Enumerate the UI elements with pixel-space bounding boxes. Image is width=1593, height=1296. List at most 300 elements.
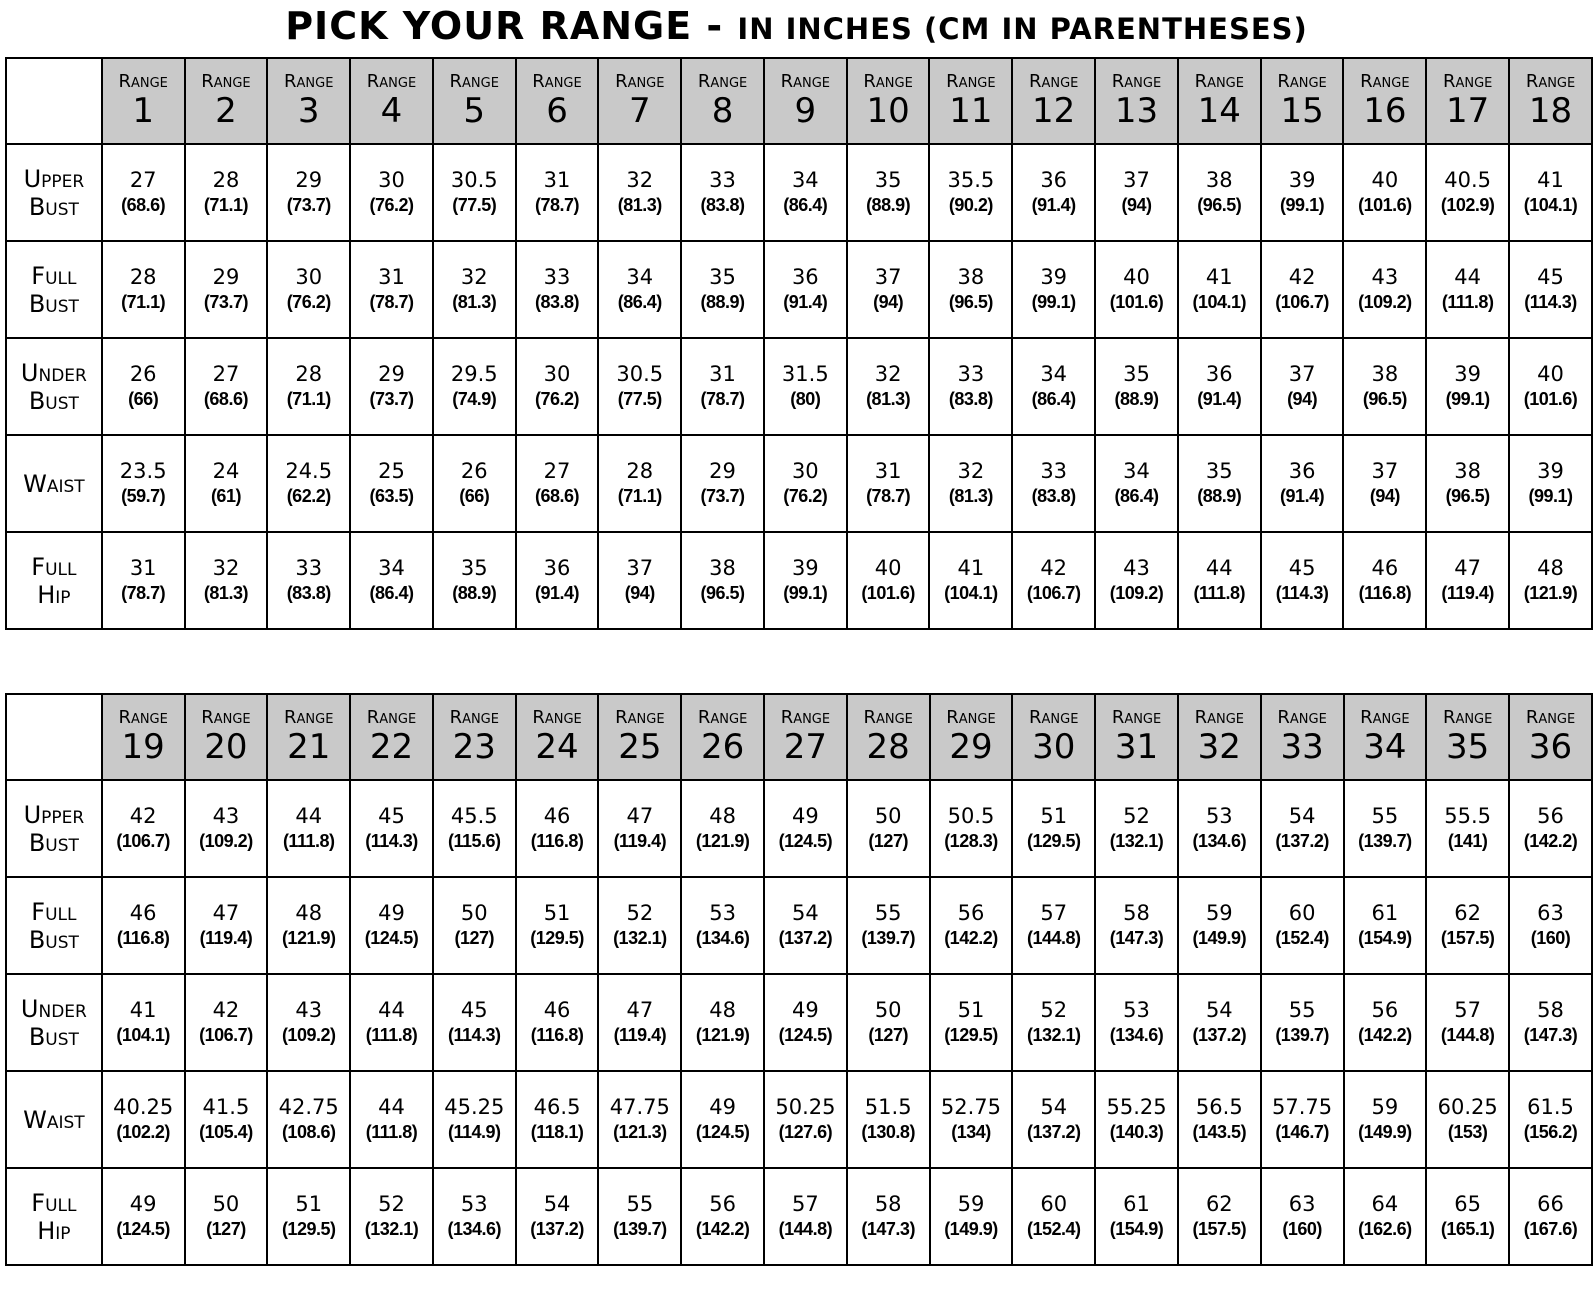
value-cm: (162.6) (1358, 1219, 1412, 1239)
value-inches: 35 (1205, 459, 1233, 483)
measurement-cell (516, 1168, 599, 1265)
value-cm: (132.1) (613, 928, 667, 948)
value-cm: (132.1) (1109, 831, 1164, 851)
measurement-label-line1: Under (20, 994, 87, 1023)
value-cm: (86.4) (369, 583, 414, 603)
range-header-label: Range (366, 707, 417, 728)
value-cm: (96.5) (948, 292, 993, 312)
measurement-label-line2: Hip (37, 1216, 71, 1245)
value-cm: (154.9) (1109, 1219, 1164, 1239)
measurement-cell (1178, 435, 1261, 532)
value-inches: 38 (957, 265, 985, 289)
value-cm: (106.7) (1275, 292, 1329, 312)
measurement-cell (930, 974, 1013, 1071)
measurement-cell (516, 780, 599, 877)
value-inches: 46.5 (533, 1095, 581, 1119)
value-inches: 49 (792, 804, 819, 828)
measurement-cell (1509, 780, 1592, 877)
measurement-cell (1178, 877, 1261, 974)
measurement-cell (929, 532, 1012, 629)
value-cm: (153) (1447, 1122, 1488, 1142)
range-number: 36 (1528, 727, 1573, 767)
value-cm: (71.1) (121, 292, 166, 312)
value-inches: 33 (295, 556, 323, 580)
value-inches: 48 (1537, 556, 1564, 580)
range-number: 5 (463, 91, 486, 131)
value-cm: (88.9) (700, 292, 745, 312)
value-inches: 56 (1537, 804, 1564, 828)
measurement-cell (1012, 532, 1095, 629)
measurement-label (6, 241, 102, 338)
value-inches: 62 (1454, 901, 1482, 925)
value-cm: (129.5) (281, 1219, 336, 1239)
measurement-cell (1261, 338, 1344, 435)
value-inches: 38 (1371, 362, 1399, 386)
measurement-cell (1261, 780, 1344, 877)
measurement-cell (516, 241, 599, 338)
size-chart-ranges-1-18 (5, 57, 1593, 630)
value-cm: (116.8) (116, 928, 170, 948)
value-cm: (147.3) (1523, 1025, 1578, 1045)
value-cm: (152.4) (1026, 1219, 1081, 1239)
value-cm: (90.2) (948, 195, 993, 215)
measurement-cell (185, 877, 268, 974)
measurement-cell (598, 338, 681, 435)
value-cm: (140.3) (1109, 1122, 1164, 1142)
measurement-cell (929, 338, 1012, 435)
measurement-cell (1095, 780, 1178, 877)
table-row (6, 435, 1592, 532)
range-number: 10 (866, 91, 910, 131)
measurement-cell (1012, 241, 1095, 338)
value-cm: (134.6) (447, 1219, 502, 1239)
value-cm: (127) (868, 1025, 908, 1045)
measurement-cell (1343, 338, 1426, 435)
range-header (1261, 58, 1344, 144)
range-number: 6 (546, 91, 568, 131)
value-inches: 27 (212, 362, 240, 386)
value-inches: 54 (792, 901, 819, 925)
value-inches: 54 (1288, 804, 1316, 828)
value-inches: 43 (295, 998, 323, 1022)
value-inches: 30 (295, 265, 323, 289)
value-inches: 54 (543, 1192, 571, 1216)
range-header (1178, 58, 1261, 144)
value-inches: 29 (709, 459, 736, 483)
measurement-cell (185, 1168, 268, 1265)
measurement-label-line1: Full (31, 261, 77, 290)
measurement-cell (1426, 780, 1509, 877)
range-header-label: Range (1029, 707, 1079, 728)
measurement-cell (102, 435, 185, 532)
measurement-cell (1509, 338, 1592, 435)
value-inches: 52 (1040, 998, 1068, 1022)
measurement-cell (267, 532, 350, 629)
range-number: 2 (215, 91, 237, 131)
value-inches: 56.5 (1195, 1095, 1243, 1119)
value-inches: 40 (874, 556, 902, 580)
value-inches: 28 (212, 168, 240, 192)
value-inches: 25 (378, 459, 405, 483)
range-header-label: Range (615, 707, 665, 728)
value-inches: 32 (874, 362, 902, 386)
value-inches: 28 (129, 265, 157, 289)
table-row (6, 877, 1592, 974)
value-cm: (115.6) (448, 831, 501, 851)
range-number: 4 (380, 91, 403, 131)
measurement-cell (1095, 1071, 1178, 1168)
range-header (350, 694, 433, 780)
measurement-cell (1095, 1168, 1178, 1265)
measurement-cell (1426, 1168, 1509, 1265)
range-header-label: Range (780, 71, 831, 92)
value-inches: 55 (626, 1192, 654, 1216)
measurement-cell (1426, 144, 1509, 241)
measurement-cell (1261, 877, 1344, 974)
title-main: PICK YOUR RANGE - (285, 4, 738, 48)
value-inches: 37 (874, 265, 902, 289)
value-cm: (114.3) (1524, 292, 1577, 312)
value-cm: (109.2) (1109, 583, 1164, 603)
measurement-cell (764, 241, 847, 338)
value-inches: 30.5 (616, 362, 664, 386)
value-inches: 50.5 (947, 804, 995, 828)
value-cm: (124.5) (778, 1025, 833, 1045)
value-inches: 59 (1205, 901, 1233, 925)
measurement-cell (185, 144, 268, 241)
value-cm: (71.1) (617, 486, 662, 506)
measurement-label-line1: Upper (23, 800, 85, 829)
range-number: 15 (1280, 91, 1324, 131)
measurement-cell (1426, 435, 1509, 532)
value-inches: 34 (626, 265, 654, 289)
range-header (1343, 58, 1426, 144)
measurement-cell (764, 1168, 847, 1265)
value-cm: (124.5) (778, 831, 833, 851)
measurement-label-line2: Bust (28, 386, 79, 415)
value-cm: (139.7) (1358, 831, 1412, 851)
measurement-cell (350, 532, 433, 629)
measurement-cell (1012, 974, 1095, 1071)
measurement-cell (267, 435, 350, 532)
range-header-label: Range (1525, 71, 1576, 92)
value-cm: (83.8) (948, 389, 993, 409)
range-header-label: Range (1277, 707, 1327, 728)
value-inches: 51.5 (864, 1095, 912, 1119)
measurement-cell (102, 144, 185, 241)
measurement-cell (681, 877, 764, 974)
measurement-cell (185, 780, 268, 877)
value-inches: 43 (1123, 556, 1150, 580)
range-header (1509, 58, 1592, 144)
measurement-cell (185, 1071, 268, 1168)
value-cm: (77.5) (452, 195, 497, 215)
value-cm: (80) (790, 389, 821, 409)
measurement-cell (267, 1168, 350, 1265)
value-cm: (147.3) (1109, 928, 1164, 948)
value-inches: 51 (957, 998, 985, 1022)
value-inches: 32 (957, 459, 985, 483)
measurement-cell (1095, 877, 1178, 974)
range-header (681, 694, 764, 780)
range-header-label: Range (532, 707, 582, 728)
value-inches: 55 (1288, 998, 1316, 1022)
measurement-cell (1095, 241, 1178, 338)
range-header-label: Range (863, 707, 913, 728)
measurement-cell (516, 338, 599, 435)
value-inches: 35 (460, 556, 488, 580)
value-inches: 38 (1454, 459, 1482, 483)
measurement-cell (102, 974, 185, 1071)
value-inches: 31 (709, 362, 736, 386)
value-cm: (96.5) (700, 583, 745, 603)
value-inches: 49 (129, 1192, 157, 1216)
value-cm: (137.2) (1026, 1122, 1081, 1142)
value-inches: 39 (1537, 459, 1564, 483)
header-row (6, 58, 1592, 144)
value-inches: 38 (1205, 168, 1233, 192)
value-inches: 31 (378, 265, 405, 289)
value-inches: 53 (1123, 998, 1150, 1022)
range-number: 7 (628, 91, 651, 131)
value-cm: (71.1) (203, 195, 248, 215)
value-inches: 42 (1288, 265, 1316, 289)
value-cm: (127) (454, 928, 495, 948)
measurement-cell (764, 435, 847, 532)
value-cm: (157.5) (1440, 928, 1495, 948)
value-inches: 43 (212, 804, 240, 828)
range-header-label: Range (118, 71, 168, 92)
value-cm: (76.2) (286, 292, 331, 312)
value-cm: (121.9) (1523, 583, 1578, 603)
range-header-label: Range (1360, 71, 1410, 92)
range-number: 33 (1280, 727, 1324, 767)
value-inches: 60.25 (1437, 1095, 1498, 1119)
value-cm: (73.7) (700, 486, 745, 506)
value-inches: 45 (1288, 556, 1316, 580)
range-header-label: Range (1360, 707, 1410, 728)
value-inches: 33 (1040, 459, 1068, 483)
value-inches: 47.75 (609, 1095, 670, 1119)
measurement-cell (102, 241, 185, 338)
value-cm: (124.5) (116, 1219, 170, 1239)
measurement-cell (1095, 974, 1178, 1071)
measurement-cell (1178, 1071, 1261, 1168)
value-cm: (139.7) (613, 1219, 667, 1239)
value-inches: 35 (709, 265, 736, 289)
value-inches: 39 (791, 556, 819, 580)
value-cm: (102.2) (116, 1122, 170, 1142)
measurement-cell (681, 338, 764, 435)
value-cm: (101.6) (1358, 195, 1412, 215)
value-cm: (157.5) (1192, 1219, 1247, 1239)
value-inches: 31 (129, 556, 157, 580)
measurement-cell (1426, 532, 1509, 629)
range-header-label: Range (780, 707, 831, 728)
range-number: 17 (1446, 91, 1490, 131)
value-cm: (104.1) (1192, 292, 1247, 312)
range-header (1095, 694, 1178, 780)
measurement-label-line2: Bust (28, 828, 79, 857)
value-inches: 29 (212, 265, 240, 289)
value-inches: 50 (874, 804, 902, 828)
value-cm: (121.9) (281, 928, 336, 948)
value-inches: 38 (709, 556, 736, 580)
value-inches: 29 (295, 168, 323, 192)
value-cm: (78.7) (700, 389, 745, 409)
range-header (516, 694, 599, 780)
value-inches: 63 (1288, 1192, 1316, 1216)
measurement-cell (1344, 1168, 1427, 1265)
value-cm: (134.6) (695, 928, 750, 948)
value-cm: (121.9) (695, 1025, 750, 1045)
measurement-cell (350, 241, 433, 338)
range-number: 18 (1528, 91, 1573, 131)
value-inches: 26 (129, 362, 157, 386)
value-cm: (127) (868, 831, 908, 851)
range-number: 27 (783, 727, 828, 767)
value-cm: (73.7) (286, 195, 331, 215)
value-inches: 37 (1288, 362, 1316, 386)
measurement-cell (267, 974, 350, 1071)
value-cm: (142.2) (1523, 831, 1578, 851)
value-cm: (119.4) (613, 831, 667, 851)
value-cm: (81.3) (203, 583, 248, 603)
value-inches: 26 (460, 459, 488, 483)
range-header (681, 58, 764, 144)
value-cm: (118.1) (530, 1122, 584, 1142)
measurement-cell (681, 1071, 764, 1168)
range-header-label: Range (697, 71, 748, 92)
value-cm: (139.7) (1275, 1025, 1329, 1045)
value-inches: 39 (1454, 362, 1482, 386)
range-header (1012, 694, 1095, 780)
value-cm: (86.4) (1114, 486, 1159, 506)
range-header-label: Range (366, 71, 417, 92)
value-cm: (83.8) (286, 583, 331, 603)
value-cm: (81.3) (617, 195, 662, 215)
measurement-cell (681, 241, 764, 338)
measurement-cell (516, 974, 599, 1071)
measurement-label-line1: Full (31, 897, 77, 926)
value-inches: 59 (957, 1192, 985, 1216)
value-cm: (137.2) (530, 1219, 584, 1239)
value-inches: 35 (874, 168, 902, 192)
range-number: 24 (535, 727, 579, 767)
measurement-cell (598, 877, 681, 974)
measurement-cell (1095, 435, 1178, 532)
value-inches: 53 (1205, 804, 1233, 828)
value-inches: 58 (1123, 901, 1150, 925)
value-inches: 34 (378, 556, 405, 580)
value-cm: (83.8) (534, 292, 580, 312)
value-inches: 29.5 (450, 362, 498, 386)
measurement-cell (598, 532, 681, 629)
range-header (1344, 694, 1427, 780)
measurement-cell (681, 532, 764, 629)
value-cm: (68.6) (203, 389, 248, 409)
measurement-label (6, 780, 102, 877)
measurement-label-line2: Bust (28, 925, 79, 954)
range-header-label: Range (1194, 707, 1245, 728)
value-cm: (109.2) (281, 1025, 336, 1045)
value-cm: (94) (1287, 389, 1318, 409)
value-cm: (116.8) (530, 1025, 584, 1045)
measurement-cell (1012, 1168, 1095, 1265)
measurement-cell (1344, 1071, 1427, 1168)
value-cm: (111.8) (1193, 583, 1246, 603)
measurement-cell (764, 877, 847, 974)
range-header (185, 694, 268, 780)
range-header-label: Range (1525, 707, 1576, 728)
value-cm: (167.6) (1523, 1219, 1578, 1239)
range-header-label: Range (1442, 707, 1493, 728)
measurement-cell (350, 780, 433, 877)
value-cm: (94) (1369, 486, 1400, 506)
value-inches: 33 (957, 362, 985, 386)
measurement-cell (681, 974, 764, 1071)
measurement-cell (102, 1168, 185, 1265)
measurement-cell (433, 338, 516, 435)
measurement-cell (1343, 241, 1426, 338)
value-inches: 51 (295, 1192, 323, 1216)
value-inches: 30 (791, 459, 819, 483)
range-header (102, 58, 185, 144)
value-cm: (119.4) (1441, 583, 1494, 603)
corner-cell (6, 58, 102, 144)
value-cm: (96.5) (1362, 389, 1407, 409)
value-cm: (86.4) (1031, 389, 1076, 409)
value-cm: (94) (873, 292, 904, 312)
table-row (6, 532, 1592, 629)
measurement-cell (516, 532, 599, 629)
value-inches: 46 (1371, 556, 1399, 580)
value-inches: 46 (543, 998, 571, 1022)
value-inches: 37 (1123, 168, 1150, 192)
value-cm: (165.1) (1440, 1219, 1495, 1239)
value-inches: 60 (1040, 1192, 1068, 1216)
range-header (930, 694, 1013, 780)
value-inches: 36 (543, 556, 571, 580)
measurement-cell (1509, 435, 1592, 532)
range-header (847, 58, 930, 144)
value-inches: 57.75 (1272, 1095, 1333, 1119)
value-inches: 31.5 (781, 362, 829, 386)
value-cm: (111.8) (365, 1025, 418, 1045)
measurement-cell (764, 780, 847, 877)
range-number: 25 (618, 727, 662, 767)
value-cm: (134.6) (1109, 1025, 1164, 1045)
measurement-cell (1178, 338, 1261, 435)
measurement-label (6, 532, 102, 629)
measurement-cell (433, 241, 516, 338)
value-inches: 29 (378, 362, 405, 386)
value-cm: (106.7) (1026, 583, 1081, 603)
range-header-label: Range (946, 707, 996, 728)
value-cm: (68.6) (534, 486, 580, 506)
measurement-cell (1178, 780, 1261, 877)
value-inches: 42 (1040, 556, 1068, 580)
value-inches: 59 (1371, 1095, 1399, 1119)
measurement-cell (681, 435, 764, 532)
measurement-cell (598, 974, 681, 1071)
measurement-cell (1012, 338, 1095, 435)
measurement-cell (267, 877, 350, 974)
measurement-cell (185, 532, 268, 629)
measurement-cell (1095, 532, 1178, 629)
value-inches: 33 (543, 265, 571, 289)
value-inches: 58 (1537, 998, 1564, 1022)
